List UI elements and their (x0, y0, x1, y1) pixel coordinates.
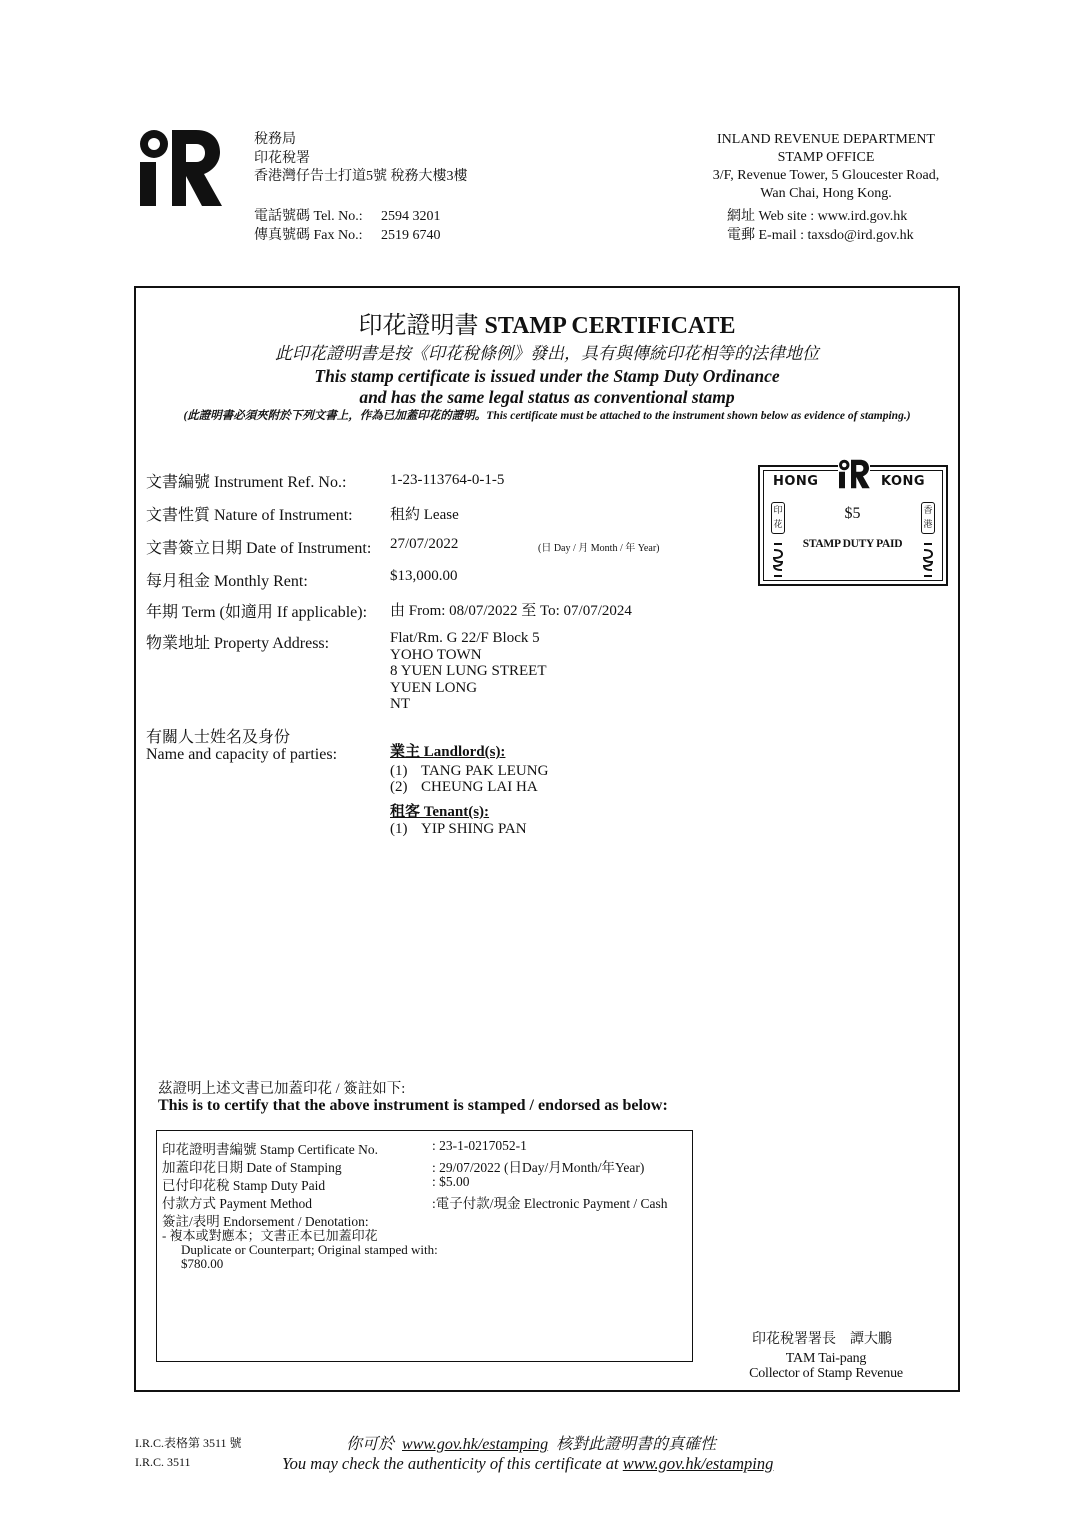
verify-link-en[interactable]: www.gov.hk/estamping (622, 1454, 774, 1473)
date-value: 27/07/2022 (390, 536, 459, 552)
party-name: YIP SHING PAN (421, 821, 527, 837)
endorsement-text (162, 1229, 438, 1271)
email: 電郵 E-mail : taxsdo@ird.gov.hk (727, 227, 914, 243)
tel-label: 電話號碼 Tel. No.: (254, 209, 363, 224)
header-en-address (700, 131, 952, 203)
collector-en (720, 1352, 932, 1381)
subtitle-en-2: and has the same legal status as conventional stamp (359, 387, 735, 407)
fax-label: 傳真號碼 Fax No.: (254, 227, 363, 243)
stamping-date-value: : 29/07/2022 (日Day/月Month/年Year) (432, 1160, 645, 1175)
stamp-ornament-icon (922, 542, 934, 578)
date-hint: (日 Day / 月 Month / 年 Year) (538, 543, 660, 554)
collector-name: TAM Tai-pang (785, 1351, 867, 1366)
date-label: 文書簽立日期 Date of Instrument: (146, 540, 372, 557)
term-label: 年期 Term (如適用 If applicable): (146, 604, 368, 621)
cn-dept: 稅務局 (254, 132, 296, 147)
address-line: 8 YUEN LUNG STREET (390, 663, 547, 679)
party-name: TANG PAK LEUNG (421, 763, 549, 779)
stamp-right-seal: 香港 (921, 502, 935, 534)
parties-label (146, 730, 337, 763)
cert-no-label: 印花證明書編號 Stamp Certificate No. (162, 1142, 378, 1157)
website: 網址 Web site : www.ird.gov.hk (727, 209, 908, 224)
collector-cn: 印花稅署署長 譚大鵬 (752, 1332, 892, 1347)
en-dept: INLAND REVENUE DEPARTMENT (717, 132, 935, 147)
stamp-amount: $5 (844, 505, 861, 522)
duty-paid-value: : $5.00 (432, 1174, 470, 1189)
address-label: 物業地址 Property Address: (146, 635, 330, 652)
tel-value: 2594 3201 (381, 209, 441, 224)
landlord-heading: 業主 Landlord(s): (390, 744, 506, 760)
term-value: 由 From: 08/07/2022 至 To: 07/07/2024 (390, 603, 632, 619)
cn-address: 香港灣仔告士打道5號 稅務大樓3樓 (254, 169, 468, 184)
certificate-title (134, 305, 960, 340)
stamp-ornament-icon (772, 542, 784, 578)
rent-label: 每月租金 Monthly Rent: (146, 573, 308, 590)
nature-label: 文書性質 Nature of Instrument: (146, 507, 353, 524)
collector-title: Collector of Stamp Revenue (749, 1365, 903, 1381)
endorse-en: Duplicate or Counterpart; Original stamped with: (181, 1242, 438, 1257)
rent-value: $13,000.00 (390, 568, 458, 584)
landlord-item (390, 763, 548, 780)
party-num: (2) (390, 779, 408, 795)
header-web (727, 208, 914, 245)
certify-cn: 茲證明上述文書已加蓋印花 / 簽註如下: (158, 1081, 406, 1097)
en-address-2: Wan Chai, Hong Kong. (760, 186, 892, 201)
stamping-date-label: 加蓋印花日期 Date of Stamping (162, 1160, 342, 1175)
endorse-cn: - 複本或對應本；文書正本已加蓋印花 (162, 1228, 378, 1243)
address-line: NT (390, 696, 410, 712)
subtitle-cn: 此印花證明書是按《印花稅條例》發出，具有與傳統印花相等的法律地位 (275, 344, 819, 363)
form-number-en: I.R.C. 3511 (135, 1455, 191, 1469)
endorsement-label: 簽註/表明 Endorsement / Denotation: (162, 1214, 369, 1229)
verify-cn (346, 1431, 716, 1454)
verify-link-cn[interactable]: www.gov.hk/estamping (402, 1436, 549, 1453)
certify-en: This is to certify that the above instrument is stamped / endorsed as below: (158, 1097, 668, 1114)
ref-label: 文書編號 Instrument Ref. No.: (146, 474, 347, 491)
party-num: (1) (390, 821, 408, 837)
address-line: YOHO TOWN (390, 646, 482, 663)
stamp-kong: KONG (881, 474, 926, 489)
address-block (390, 630, 547, 713)
attach-note: (此證明書必須夾附於下列文書上，作為已加蓋印花的證明。This certificate must be attached to the instrument shown below as evidence of stamping.) (183, 410, 911, 422)
duty-paid-label: 已付印花稅 Stamp Duty Paid (162, 1178, 326, 1193)
ref-value: 1-23-113764-0-1-5 (390, 472, 505, 488)
subtitle-en-1: This stamp certificate is issued under the Stamp Duty Ordinance (314, 366, 780, 386)
cert-no-value: : 23-1-0217052-1 (432, 1138, 527, 1153)
header-contact (254, 208, 441, 245)
landlord-item (390, 779, 538, 796)
en-office: STAMP OFFICE (777, 150, 875, 165)
parties-label-cn: 有關人士姓名及身份 (146, 729, 291, 746)
verify-cn-pre: 你可於 (346, 1436, 395, 1453)
en-address-1: 3/F, Revenue Tower, 5 Gloucester Road, (712, 168, 940, 183)
form-number-cn: I.R.C.表格第 3511 號 (135, 1436, 242, 1450)
address-line: Flat/Rm. G 22/F Block 5 (390, 630, 540, 646)
stamp-left-seal: 印花 (771, 502, 785, 534)
verify-en (282, 1454, 773, 1474)
title-cn: 印花證明書 (358, 313, 479, 339)
nature-value: 租約 Lease (390, 507, 459, 523)
parties-label-en: Name and capacity of parties: (146, 745, 338, 763)
fax-value: 2519 6740 (381, 227, 441, 243)
form-number (135, 1434, 242, 1472)
verify-en-pre: You may check the authenticity of this certificate at (282, 1454, 619, 1473)
cn-office: 印花稅署 (254, 150, 310, 166)
party-name: CHEUNG LAI HA (421, 779, 538, 795)
stamp-paid-text: STAMP DUTY PAID (802, 538, 903, 550)
verify-cn-post: 核對此證明書的真確性 (556, 1436, 717, 1453)
party-num: (1) (390, 763, 408, 779)
endorse-amount: $780.00 (181, 1256, 224, 1271)
ird-logo (138, 128, 222, 208)
payment-method-label: 付款方式 Payment Method (162, 1196, 312, 1211)
header-cn-address (254, 131, 468, 187)
address-line: YUEN LONG (390, 679, 478, 696)
tenant-heading: 租客 Tenant(s): (390, 804, 490, 820)
payment-method-value: :電子付款/現金 Electronic Payment / Cash (432, 1196, 668, 1211)
title-en: STAMP CERTIFICATE (484, 313, 736, 339)
stamp-logo-icon (838, 459, 870, 489)
tenant-item (390, 821, 527, 838)
stamp-hong: HONG (773, 474, 819, 489)
